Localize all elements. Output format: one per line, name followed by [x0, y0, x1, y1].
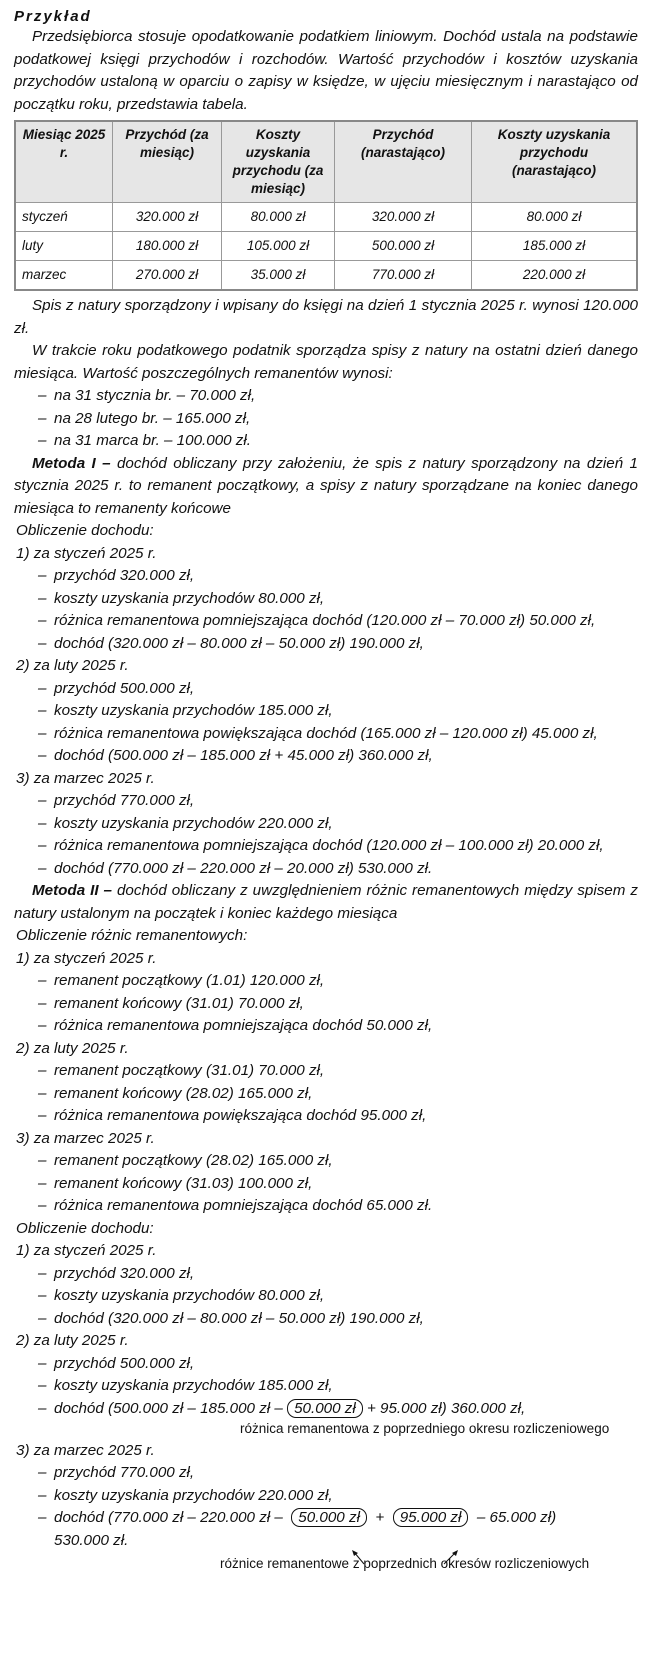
list-item: – koszty uzyskania przychodów 185.000 zł, [14, 1375, 638, 1398]
list-item: – koszty uzyskania przychodów 220.000 zł, [14, 1485, 638, 1508]
subheading: Obliczenie dochodu: [16, 522, 154, 539]
list-item: – dochód (320.000 zł – 80.000 zł – 50.000 zł) 190.000 zł, [14, 633, 638, 656]
cell-value: 320.000 zł [113, 203, 222, 232]
list-item: – przychód 500.000 zł, [14, 1353, 638, 1376]
list-item: – różnica remanentowa pomniejszająca dochód (120.000 zł – 70.000 zł) 50.000 zł, [14, 610, 638, 633]
method-1-paragraph [14, 453, 638, 521]
inventory-paragraph: W trakcie roku podatkowego podatnik sporządza spisy z natury na ostatni dzień danego miesiąca. Wartość poszczególnych remanentów wynosi: [14, 342, 638, 382]
table-row [15, 232, 637, 261]
boxed-amount: 50.000 zł [287, 1399, 363, 1418]
list-item: – przychód 500.000 zł, [14, 678, 638, 701]
list-item: – na 28 lutego br. – 165.000 zł, [14, 408, 638, 431]
cell-value: 185.000 zł [472, 232, 638, 261]
list-item: – koszty uzyskania przychodów 80.000 zł, [14, 1285, 638, 1308]
list-item: – koszty uzyskania przychodów 80.000 zł, [14, 588, 638, 611]
list-item: – różnica remanentowa powiększająca dochód (165.000 zł – 120.000 zł) 45.000 zł, [14, 723, 638, 746]
list-item: – remanent początkowy (28.02) 165.000 zł, [14, 1150, 638, 1173]
example-title: Przykład [14, 8, 92, 25]
section-heading: 2) za luty 2025 r. [16, 1039, 129, 1057]
th-revenue-cumulative: Przychód (narastająco) [335, 121, 472, 203]
list-item: – różnica remanentowa pomniejszająca dochód (120.000 zł – 100.000 zł) 20.000 zł, [14, 835, 638, 858]
cell-value: 80.000 zł [222, 203, 335, 232]
table-row [15, 261, 637, 291]
cell-value: 320.000 zł [335, 203, 472, 232]
list-item: – przychód 770.000 zł, [14, 1462, 638, 1485]
list-item: – przychód 320.000 zł, [14, 1263, 638, 1286]
list-item: – remanent początkowy (1.01) 120.000 zł, [14, 970, 638, 993]
cell-value: 35.000 zł [222, 261, 335, 291]
section-heading: 3) za marzec 2025 r. [16, 769, 155, 787]
list-item: – remanent końcowy (28.02) 165.000 zł, [14, 1083, 638, 1106]
list-item: – przychód 770.000 zł, [14, 790, 638, 813]
opening-inventory-paragraph: Spis z natury sporządzony i wpisany do księgi na dzień 1 stycznia 2025 r. wynosi 120.000 zł. [14, 297, 638, 337]
formula-part: dochód (770.000 zł – 220.000 zł – [54, 1509, 283, 1526]
cell-value: 270.000 zł [113, 261, 222, 291]
th-revenue-month: Przychód (za miesiąc) [113, 121, 222, 203]
formula-part: – 65.000 zł) [476, 1509, 557, 1526]
intro-paragraph: Przedsiębiorca stosuje opodatkowanie podatkiem liniowym. Dochód ustala na podstawie podatkowej księgi przychodów i rozchodów. Wartość przychodów i kosztów uzyskania przychodów ustaloną w oparciu o zapisy w księdze, w ujęciu miesięcznym i narastająco od początku roku, przedstawia tabela. [14, 28, 638, 113]
list-item: – przychód 320.000 zł, [14, 565, 638, 588]
list-item: – dochód (770.000 zł – 220.000 zł – 20.000 zł) 530.000 zł. [14, 858, 638, 881]
subheading: Obliczenie różnic remanentowych: [16, 927, 248, 944]
list-item: – dochód (320.000 zł – 80.000 zł – 50.000 zł) 190.000 zł, [14, 1308, 638, 1331]
annotation-note: różnica remanentowa z poprzedniego okresu rozliczeniowego [240, 1420, 610, 1436]
cell-value: 770.000 zł [335, 261, 472, 291]
method-2-text: dochód obliczany z uwzględnieniem różnic remanentowych między spisem z natury ustalonym na początek i koniec każdego miesiąca [14, 882, 638, 922]
th-costs-cumulative: Koszty uzyskania przychodu (narastająco) [472, 121, 638, 203]
list-item: – remanent końcowy (31.03) 100.000 zł, [14, 1173, 638, 1196]
section-heading: 1) za styczeń 2025 r. [16, 544, 157, 562]
list-item [14, 1398, 638, 1421]
boxed-amount: 95.000 zł [393, 1508, 469, 1527]
annotation-note: różnice remanentowe z poprzednich okresów rozliczeniowych [220, 1556, 590, 1571]
formula-part: + [375, 1509, 385, 1526]
cell-value: 80.000 zł [472, 203, 638, 232]
list-item: – różnica remanentowa pomniejszająca dochód 50.000 zł, [14, 1015, 638, 1038]
list-item: – koszty uzyskania przychodów 220.000 zł, [14, 813, 638, 836]
feb-income-block [14, 1398, 638, 1440]
formula-part: + 95.000 zł) 360.000 zł, [366, 1399, 526, 1417]
method-2-label: Metoda II – [32, 882, 112, 899]
method-1-text: dochód obliczany przy założeniu, że spis z natury sporządzony na dzień 1 stycznia 2025 r. to remanent początkowy, a spisy z natury sporządzane na koniec danego miesiąca to remanenty końcowe [14, 454, 639, 517]
section-heading: 2) za luty 2025 r. [16, 657, 129, 674]
list-item: – na 31 marca br. – 100.000 zł. [14, 430, 638, 453]
section-heading: 3) za marzec 2025 r. [16, 1129, 155, 1147]
method-1-label: Metoda I – [32, 454, 111, 472]
section-heading: 2) za luty 2025 r. [16, 1332, 129, 1349]
cell-month: luty [15, 232, 113, 261]
th-month: Miesiąc 2025 r. [15, 121, 113, 203]
cell-value: 180.000 zł [113, 232, 222, 261]
table-row [15, 203, 637, 232]
list-item: – na 31 stycznia br. – 70.000 zł, [14, 385, 638, 408]
mar-income-block [14, 1507, 638, 1573]
section-heading: 1) za styczeń 2025 r. [16, 949, 157, 967]
formula-part: 530.000 zł. [54, 1531, 129, 1549]
th-costs-month: Koszty uzyskania przychodu (za miesiąc) [222, 121, 335, 203]
table-header-row [15, 121, 637, 203]
cell-month: styczeń [15, 203, 113, 232]
section-heading: 1) za styczeń 2025 r. [16, 1242, 157, 1259]
list-item: – remanent końcowy (31.01) 70.000 zł, [14, 993, 638, 1016]
list-item [14, 1507, 638, 1552]
list-item: – koszty uzyskania przychodów 185.000 zł, [14, 700, 638, 723]
cell-value: 105.000 zł [222, 232, 335, 261]
subheading: Obliczenie dochodu: [16, 1219, 154, 1237]
list-item: – dochód (500.000 zł – 185.000 zł + 45.000 zł) 360.000 zł, [14, 745, 638, 768]
list-item: – różnica remanentowa powiększająca dochód 95.000 zł, [14, 1105, 638, 1128]
cell-value: 220.000 zł [472, 261, 638, 291]
formula-part: dochód (500.000 zł – 185.000 zł – [54, 1399, 283, 1417]
income-table [14, 120, 638, 291]
cell-month: marzec [15, 261, 113, 291]
boxed-amount: 50.000 zł [291, 1508, 367, 1527]
section-heading: 3) za marzec 2025 r. [16, 1441, 155, 1459]
method-2-paragraph [14, 880, 638, 925]
list-item: – różnica remanentowa pomniejszająca dochód 65.000 zł. [14, 1195, 638, 1218]
list-item: – remanent początkowy (31.01) 70.000 zł, [14, 1060, 638, 1083]
document [14, 8, 638, 1573]
cell-value: 500.000 zł [335, 232, 472, 261]
